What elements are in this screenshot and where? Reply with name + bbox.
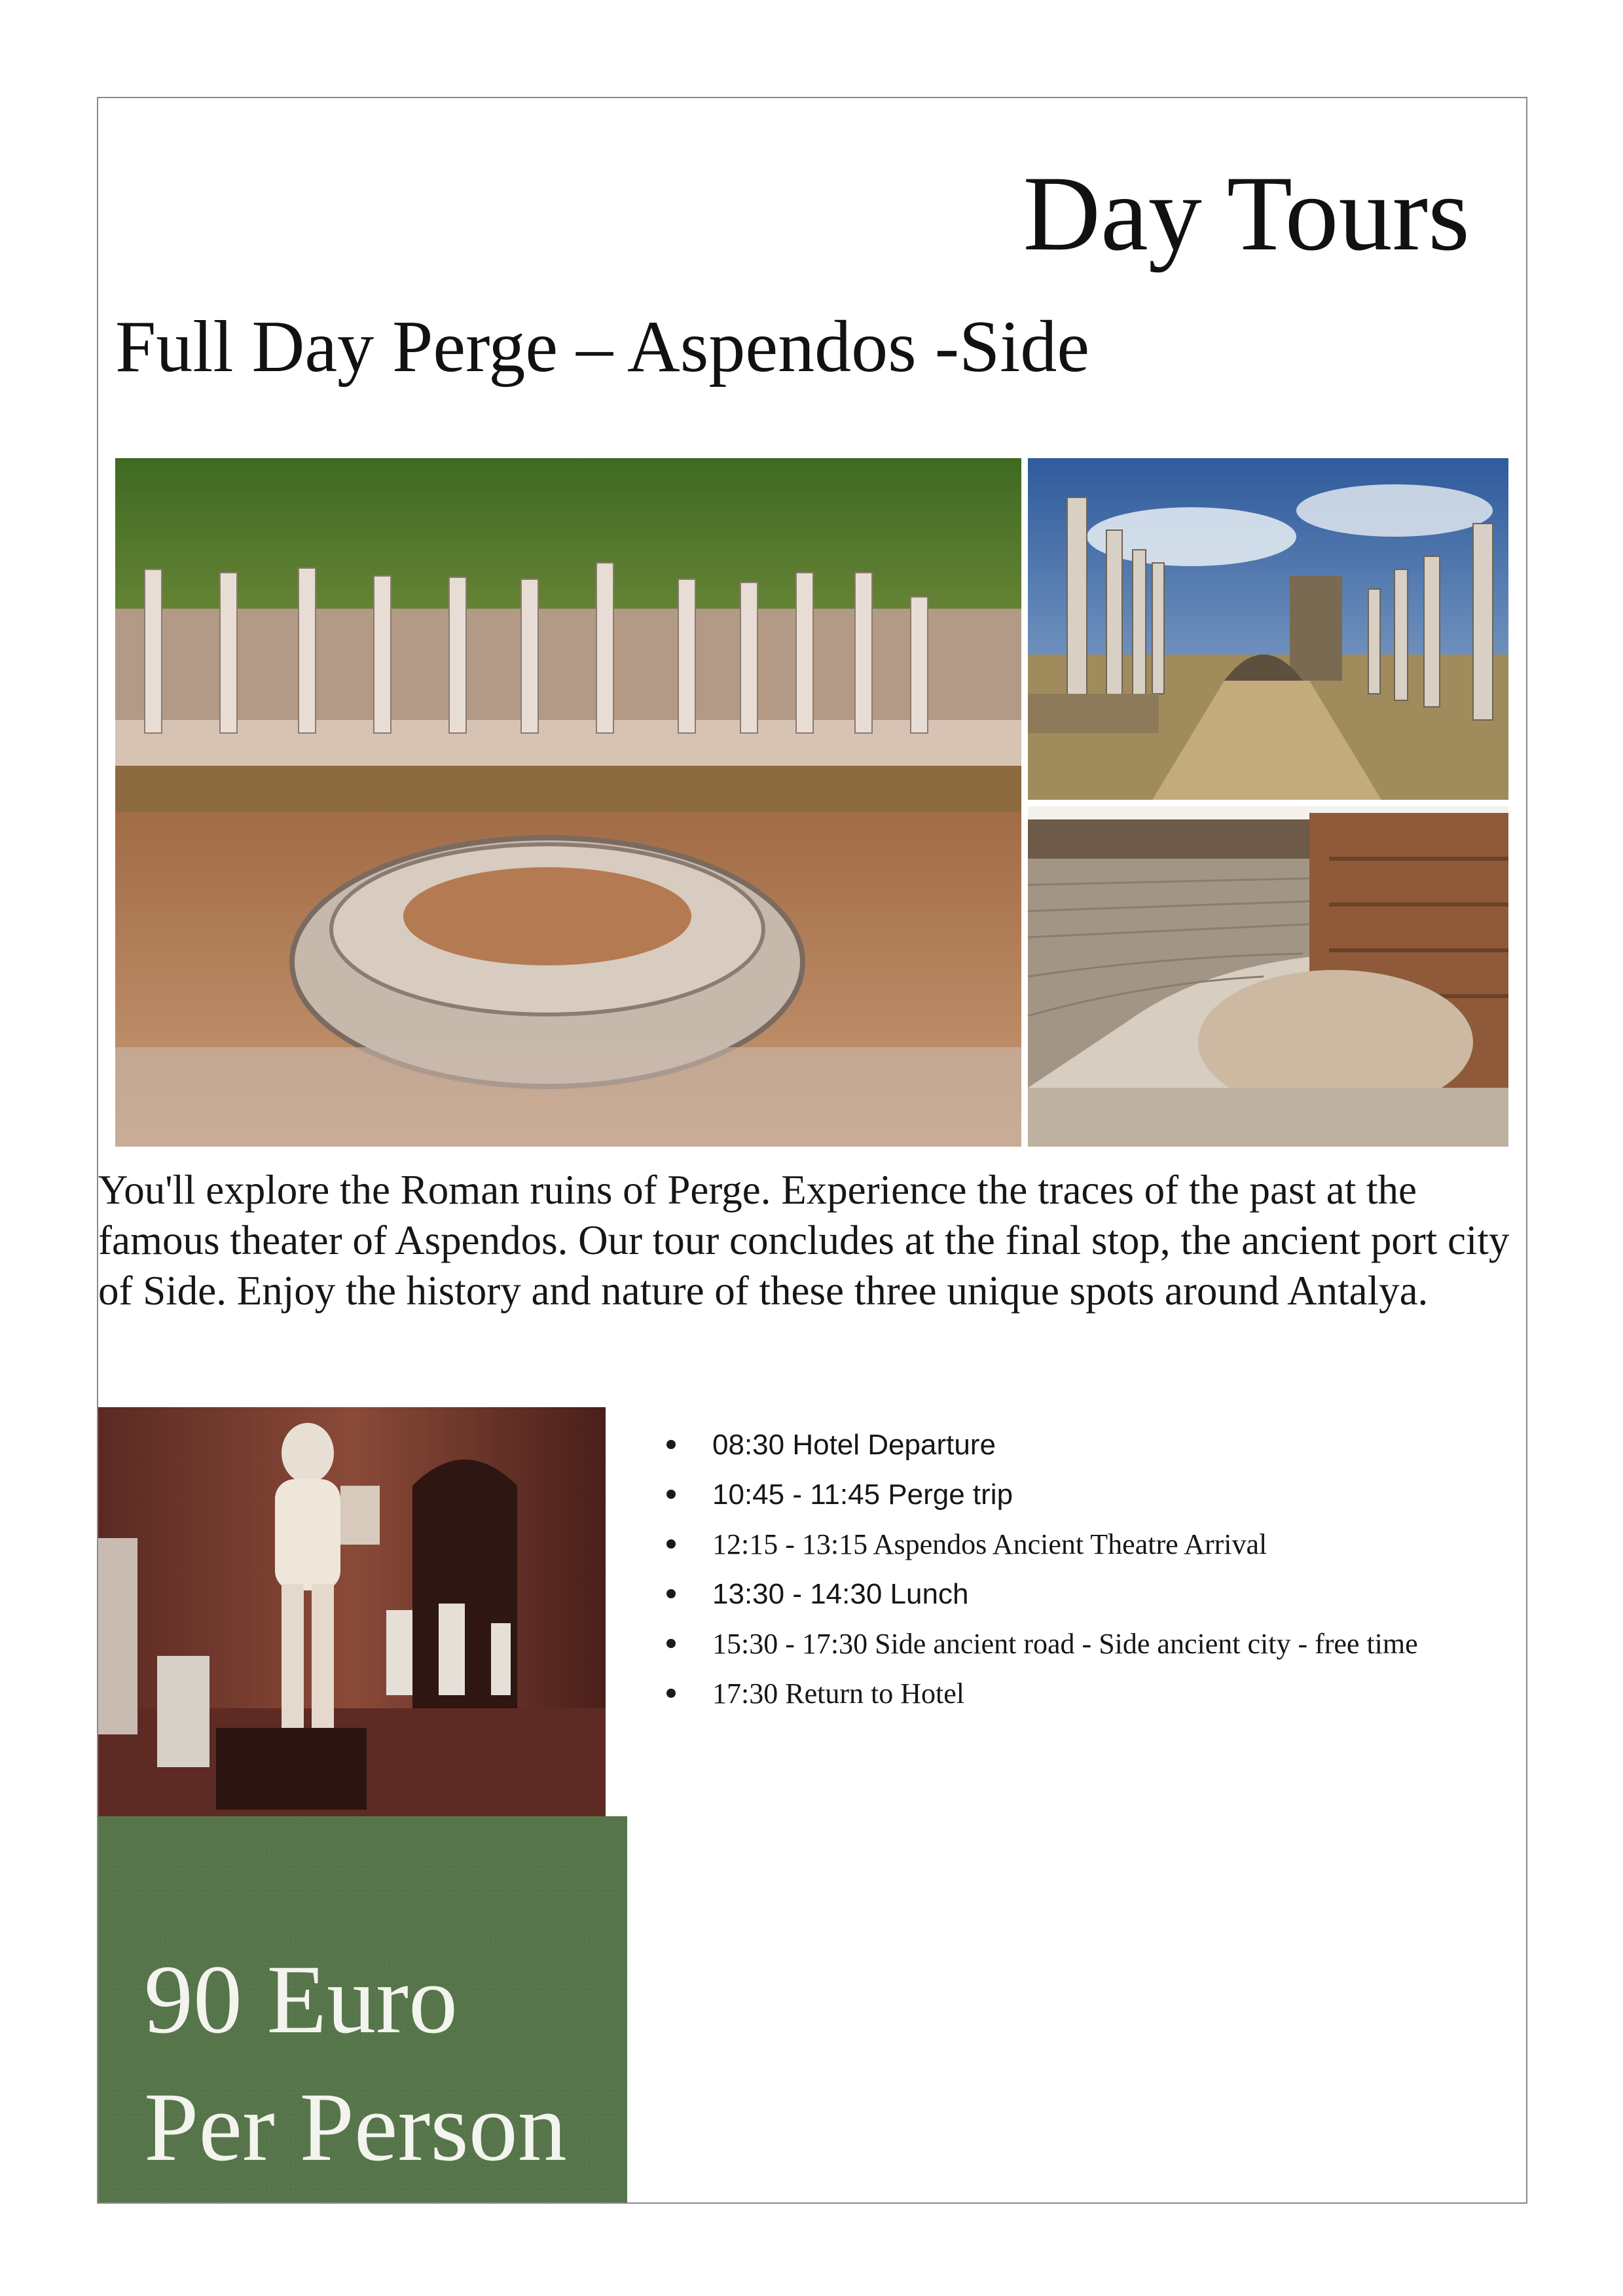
- schedule-item: [661, 1520, 1418, 1570]
- schedule-item: [661, 1669, 1418, 1719]
- price-amount: 90 Euro: [144, 1945, 458, 2054]
- schedule-item: [661, 1570, 1418, 1619]
- colonnaded-street-photo: [1028, 458, 1508, 800]
- schedule-item: [661, 1619, 1418, 1669]
- bullet-icon: [666, 1490, 676, 1499]
- schedule-list: [661, 1420, 1418, 1719]
- perge-ruins-photo: [115, 458, 1021, 1147]
- schedule-item: [661, 1470, 1418, 1520]
- bullet-icon: [666, 1639, 676, 1648]
- schedule-item: [661, 1420, 1418, 1470]
- aspendos-theatre-photo: [1028, 806, 1508, 1147]
- schedule-item-text: 15:30 - 17:30 Side ancient road - Side ancient city - free time: [712, 1628, 1418, 1660]
- tour-description: You'll explore the Roman ruins of Perge. Experience the traces of the past at the famous theater of Aspendos. Our tour concludes at the final stop, the ancient port city of Side. Enjoy the history and nature of these three unique spots around Antalya.: [98, 1167, 1510, 1314]
- schedule-item-text: 17:30 Return to Hotel: [712, 1677, 964, 1710]
- schedule-item-text: 08:30 Hotel Departure: [712, 1429, 996, 1461]
- price-unit: Per Person: [144, 2073, 567, 2181]
- bullet-icon: [666, 1689, 676, 1698]
- tour-title: Full Day Perge – Aspendos -Side: [115, 306, 1090, 387]
- bullet-icon: [666, 1589, 676, 1598]
- museum-statue-photo: [98, 1407, 606, 1816]
- bullet-icon: [666, 1440, 676, 1449]
- schedule-item-text: 10:45 - 11:45 Perge trip: [712, 1479, 1013, 1511]
- bullet-icon: [666, 1539, 676, 1549]
- schedule-item-text: 12:15 - 13:15 Aspendos Ancient Theatre Arrival: [712, 1528, 1267, 1560]
- price-box: [98, 1816, 627, 2202]
- schedule-item-text: 13:30 - 14:30 Lunch: [712, 1578, 969, 1610]
- page-title: Day Tours: [1023, 154, 1470, 273]
